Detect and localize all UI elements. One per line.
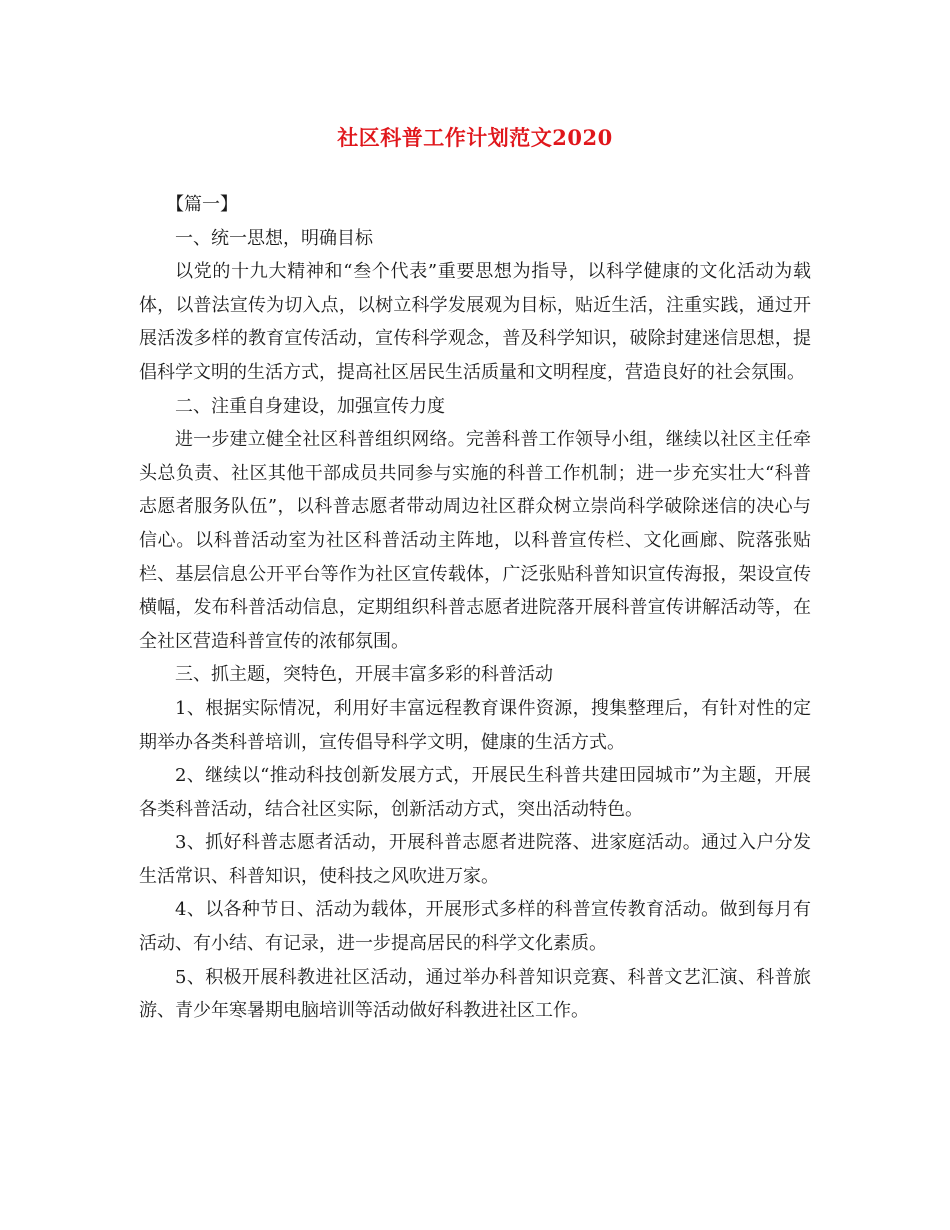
paragraph-1: 以党的十九大精神和“叁个代表”重要思想为指导，以科学健康的文化活动为载体，以普法宣传为切入点，以树立科学发展观为目标，贴近生活，注重实践，通过开展活泼多样的教育宣传活动，宣传科学观念，普及科学知识，破除封建迷信思想，提倡科学文明的生活方式，提高社区居民生活质量和文明程度，营造良好的社会氛围。 [139,261,811,383]
list-item-5: 5、积极开展科教进社区活动，通过举办科普知识竞赛、科普文艺汇演、科普旅游、青少年寒暑期电脑培训等活动做好科教进社区工作。 [139,966,811,1022]
document-title: 社区科普工作计划范文2020 [337,125,613,150]
list-item-1: 1、根据实际情况，利用好丰富远程教育课件资源，搜集整理后，有针对性的定期举办各类科普培训，宣传倡导科学文明，健康的生活方式。 [139,697,811,753]
paragraph-2: 进一步建立健全社区科普组织网络。完善科普工作领导小组，继续以社区主任牵头总负责、社区其他干部成员共同参与实施的科普工作机制；进一步充实壮大“科普志愿者服务队伍”，以科普志愿者带动周边社区群众树立崇尚科学破除迷信的决心与信心。以科普活动室为社区科普活动主阵地，以科普宣传栏、文化画廊、院落张贴栏、基层信息公开平台等作为社区宣传载体，广泛张贴科普知识宣传海报，架设宣传横幅，发布科普活动信息，定期组织科普志愿者进院落开展科普宣传讲解活动等，在全社区营造科普宣传的浓郁氛围。 [139,429,811,652]
heading-2: 二、注重自身建设，加强宣传力度 [175,395,445,417]
list-item-4: 4、以各种节日、活动为载体，开展形式多样的科普宣传教育活动。做到每月有活动、有小结、有记录，进一步提高居民的科学文化素质。 [139,899,811,955]
heading-3: 三、抓主题，突特色，开展丰富多彩的科普活动 [175,664,553,686]
heading-1: 一、统一思想，明确目标 [175,227,373,249]
document-body [139,188,811,1028]
list-item-3: 3、抓好科普志愿者活动，开展科普志愿者进院落、进家庭活动。通过入户分发生活常识、科普知识，使科技之风吹进万家。 [139,832,811,887]
section-label: 【篇一】 [166,194,238,215]
list-item-2: 2、继续以“推动科技创新发展方式，开展民生科普共建田园城市”为主题，开展各类科普活动，结合社区实际，创新活动方式，突出活动特色。 [139,765,811,820]
